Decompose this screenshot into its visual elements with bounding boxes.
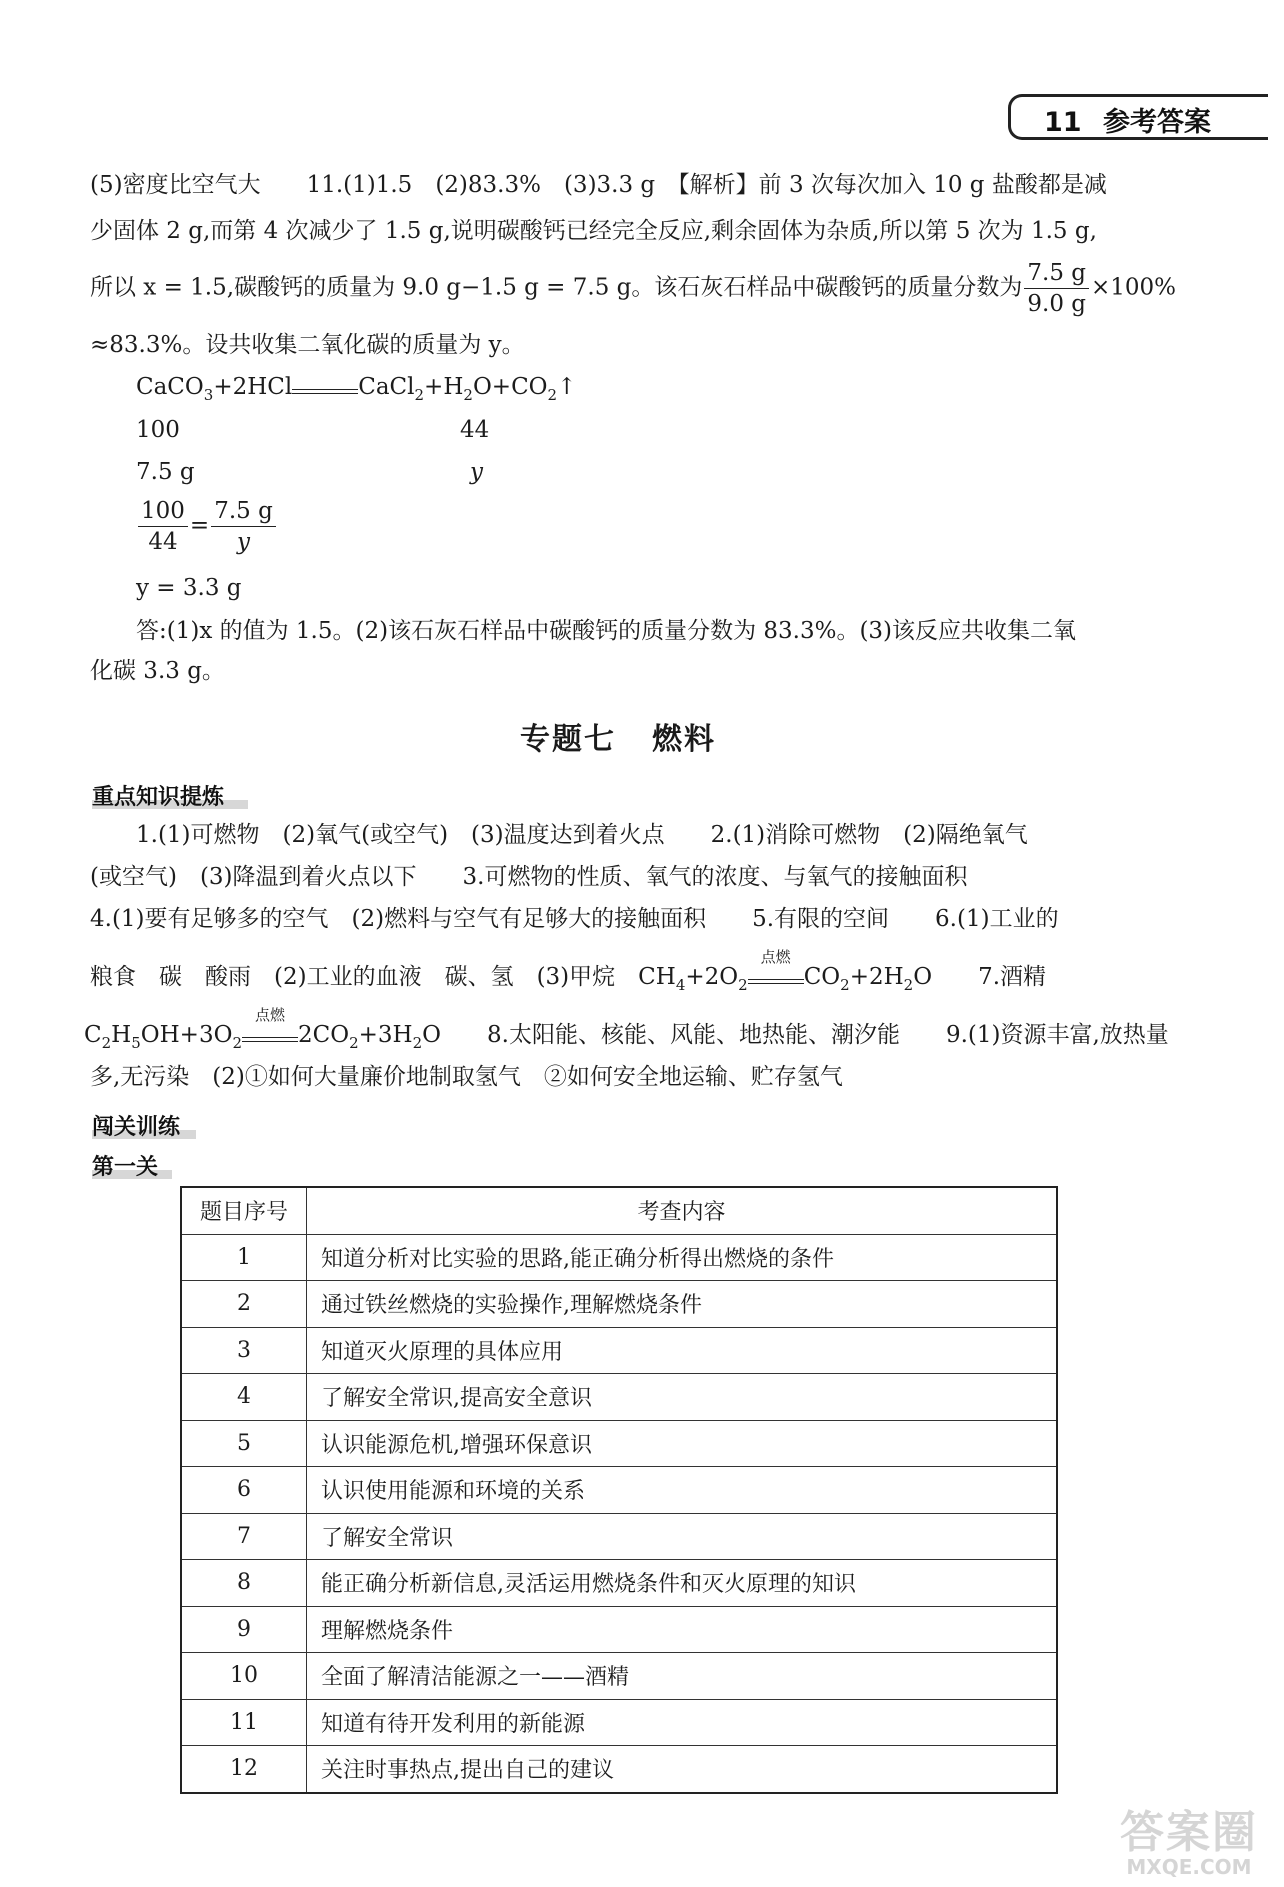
row-content: 能正确分析新信息,灵活运用燃烧条件和灭火原理的知识 [307,1560,1058,1607]
knowledge-line-4 [90,948,1047,1000]
row-content: 全面了解清洁能源之一——酒精 [307,1653,1058,1700]
eq-sub: 2 [463,386,473,404]
formula-sub: 4 [675,976,686,994]
row-content: 了解安全常识,提高安全意识 [307,1374,1058,1421]
row-content: 关注时事热点,提出自己的建议 [307,1746,1058,1793]
knowledge-line-1: 1.(1)可燃物 (2)氧气(或空气) (3)温度达到着火点 2.(1)消除可燃物 (2)隔绝氧气 [136,822,1028,848]
formula-part: 2CO [298,1022,350,1048]
row-number: 5 [181,1420,307,1467]
watermark-text-top: 答案圈 [1120,1807,1258,1858]
row-number: 10 [181,1653,307,1700]
fraction-mass-ratio [1024,258,1089,319]
table-row [181,1653,1057,1700]
row-number: 7 [181,1513,307,1560]
ratio-right [211,496,276,557]
formula-sub: 2 [840,976,850,994]
formula-sub: 2 [412,1034,423,1052]
answer-line-3 [90,258,1176,319]
reaction-condition [748,948,804,984]
table-row [181,1606,1057,1653]
eq-double-bar [292,379,358,394]
chemical-equation [136,372,576,410]
heading-key-knowledge: 重点知识提炼 [92,785,225,810]
knowledge-line-3: 4.(1)要有足够多的空气 (2)燃料与空气有足够大的接触面积 5.有限的空间 6.(1)工业的 [90,906,1059,932]
formula-sub: 2 [101,1034,112,1052]
row-content: 理解燃烧条件 [307,1606,1058,1653]
row-number: 6 [181,1467,307,1514]
condition-ignite: 点燃 [760,948,791,966]
row-content: 知道有待开发利用的新能源 [307,1699,1058,1746]
heading-level-one: 第一关 [92,1155,159,1180]
ratio-left [138,496,188,557]
formula-part: C [84,1022,102,1048]
answer-line-4: ≈83.3%。设共收集二氧化碳的质量为 y。 [90,332,525,358]
row-number: 9 [181,1606,307,1653]
knowledge-line-6: 多,无污染 (2)①如何大量廉价地制取氢气 ②如何安全地运输、贮存氢气 [90,1064,843,1090]
topic-table [180,1186,1058,1794]
eq-sub: 2 [414,386,425,404]
proportion [136,496,278,557]
heading-training: 闯关训练 [92,1115,181,1140]
ratio-left-den: 44 [148,529,178,555]
table-row [181,1467,1057,1514]
formula-sub: 5 [131,1034,141,1052]
eq-reactant-2: +2HCl [213,374,293,400]
mass-co2-unknown: y [470,459,483,485]
row-number: 8 [181,1560,307,1607]
table-row [181,1420,1057,1467]
table-row [181,1513,1057,1560]
table-row [181,1699,1057,1746]
eq-reactant-1: CaCO [136,374,204,400]
ratio-right-den: y [237,529,250,555]
knowledge-line-4-text: 粮食 碳 酸雨 (2)工业的血液 碳、氢 (3)甲烷 CH [90,964,676,990]
answer-line-3-text: 所以 x = 1.5,碳酸钙的质量为 9.0 g−1.5 g = 7.5 g。该石灰石样品中碳酸钙的质量分数为 [90,274,1023,301]
row-content: 通过铁丝燃烧的实验操作,理解燃烧条件 [307,1281,1058,1328]
row-content: 知道分析对比实验的思路,能正确分析得出燃烧的条件 [307,1234,1058,1281]
reaction-condition [242,1006,298,1042]
row-content: 认识能源危机,增强环保意识 [307,1420,1058,1467]
watermark-text-bottom: MXQE.COM [1126,1855,1252,1879]
knowledge-line-2: (或空气) (3)降温到着火点以下 3.可燃物的性质、氧气的浓度、与氧气的接触面积 [90,864,968,890]
formula-part: OH+3O [140,1022,233,1048]
condition-ignite: 点燃 [254,1006,285,1024]
eq-product-3: O+CO [472,374,548,400]
fraction-denominator: 9.0 g [1027,291,1087,317]
formula-part: O 8.太阳能、核能、风能、地热能、潮汐能 9.(1)资源丰富,放热量 [422,1022,1169,1048]
row-number: 4 [181,1374,307,1421]
row-number: 3 [181,1327,307,1374]
table-row [181,1281,1057,1328]
formula-part: O 7.酒精 [913,964,1047,990]
column-header-number: 题目序号 [181,1187,307,1234]
row-content: 认识使用能源和环境的关系 [307,1467,1058,1514]
section-title-topic: 专题七 [520,722,616,757]
section-title [520,714,716,758]
table-header-row [181,1187,1057,1234]
answer-line-3-tail: ×100% [1091,274,1177,301]
watermark-logo [1100,1807,1278,1884]
ratio-left-num: 100 [138,496,188,527]
formula-sub: 2 [738,976,748,994]
table-row [181,1746,1057,1793]
formula-sub: 2 [232,1034,242,1052]
section-title-name: 燃料 [652,722,716,757]
answer-summary-2: 化碳 3.3 g。 [90,658,225,684]
formula-part: +3H [358,1022,413,1048]
gas-arrow: ↑ [557,374,577,400]
answer-summary-1: 答:(1)x 的值为 1.5。(2)该石灰石样品中碳酸钙的质量分数为 83.3%。(3)该反应共收集二氧 [136,618,1077,644]
answer-line-1: (5)密度比空气大 11.(1)1.5 (2)83.3% (3)3.3 g 【解析】前 3 次每次加入 10 g 盐酸都是减 [90,172,1107,198]
eq-sub: 3 [203,386,214,404]
mass-caco3: 7.5 g [136,459,195,485]
ratio-right-num: 7.5 g [211,496,276,527]
answer-line-2: 少固体 2 g,而第 4 次减少了 1.5 g,说明碳酸钙已经完全反应,剩余固体为杂质,所以第 5 次为 1.5 g, [90,218,1097,244]
page-header [1044,100,1211,139]
molar-mass-co2: 44 [460,417,490,443]
row-number: 2 [181,1281,307,1328]
knowledge-line-5 [84,1006,1169,1058]
molar-mass-caco3: 100 [136,417,180,443]
eq-sub: 2 [547,386,558,404]
header-title: 参考答案 [1102,107,1211,138]
table-row [181,1560,1057,1607]
result-line: y = 3.3 g [136,575,242,601]
eq-product-2: +H [424,374,464,400]
row-content: 知道灭火原理的具体应用 [307,1327,1058,1374]
row-number: 1 [181,1234,307,1281]
column-header-content: 考查内容 [307,1187,1058,1234]
row-number: 12 [181,1746,307,1793]
table-row [181,1374,1057,1421]
formula-part: CO [803,964,841,990]
page-number: 11 [1044,107,1082,138]
equals-sign: = [189,512,210,539]
formula-part: +2H [849,964,904,990]
table-row [181,1327,1057,1374]
fraction-numerator: 7.5 g [1024,258,1089,289]
row-content: 了解安全常识 [307,1513,1058,1560]
formula-sub: 2 [903,976,914,994]
table-row [181,1234,1057,1281]
formula-sub: 2 [349,1034,359,1052]
eq-product-1: CaCl [358,374,415,400]
formula-part: +2O [685,964,739,990]
formula-part: H [111,1022,132,1048]
row-number: 11 [181,1699,307,1746]
